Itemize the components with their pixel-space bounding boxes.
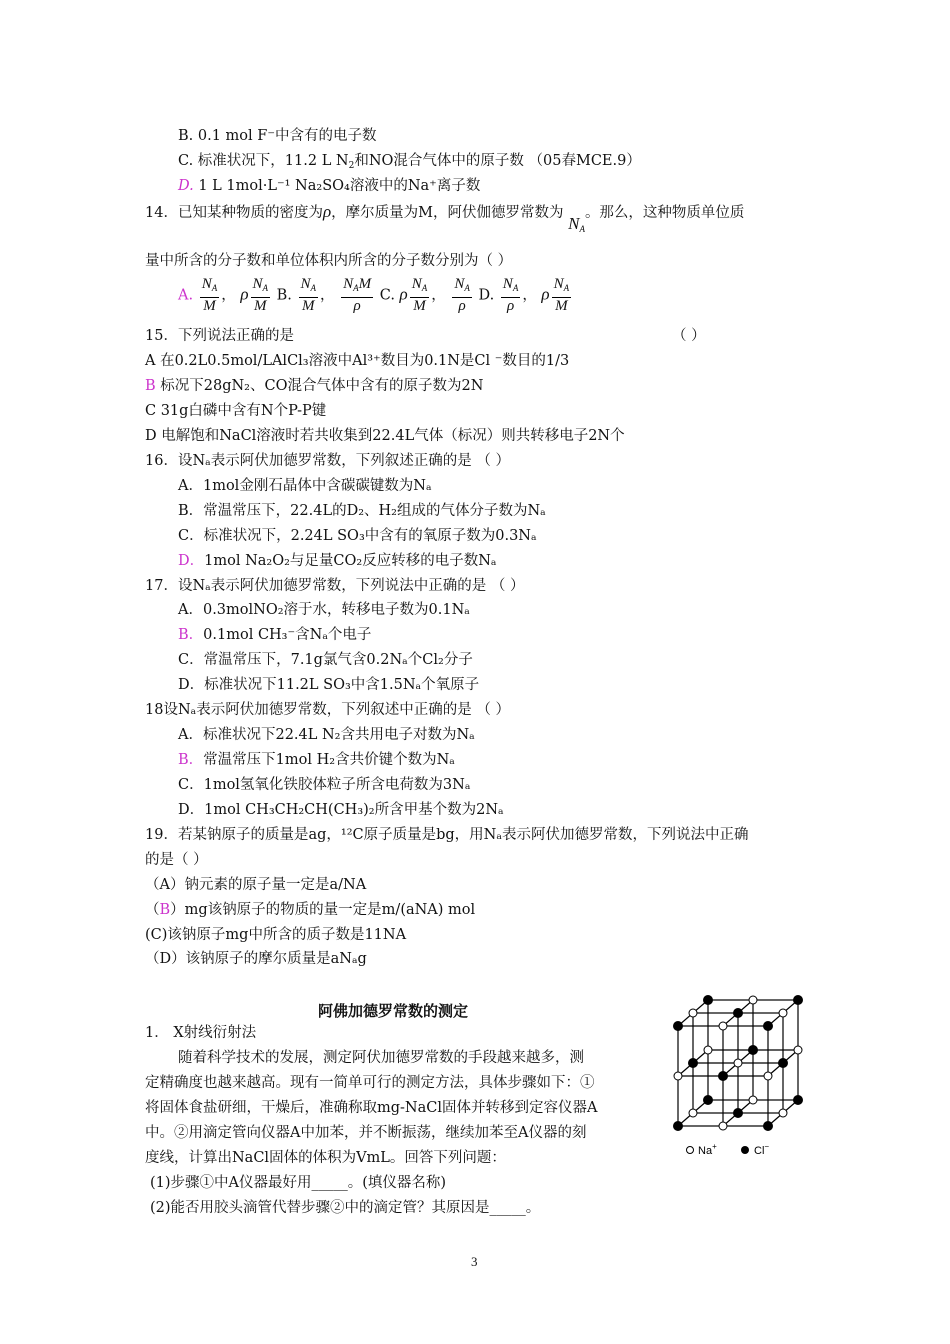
q13-answer-marker: D. [178,178,194,194]
q15-option-b: B 标况下28gN₂、CO混合气体中含有的原子数为2N [145,378,484,394]
q15-option-c: C 31g白磷中含有N个P-P键 [145,403,327,419]
section-paragraph-line4: 中。②用滴定管向仪器A中加苯，并不断振荡，继续加苯至A仪器的刻 [145,1125,587,1141]
q18-option-d: D．1mol CH₃CH₂CH(CH₃)₂所含甲基个数为2Nₐ [178,802,504,818]
q17-option-d: D．标准状况下11.2L SO₃中含1.5Nₐ个氧原子 [178,677,480,693]
q18-stem: 18设Nₐ表示阿伏加德罗常数，下列叙述中正确的是 （ ） [145,702,510,718]
q13-option-d: D. 1 L 1mol·L⁻¹ Na₂SO₄溶液中的Na⁺离子数 [178,178,481,194]
q19-option-d: （D）该钠原子的摩尔质量是aNₐg [145,951,367,967]
q17-option-c: C．常温常压下，7.1g氯气含0.2Nₐ个Cl₂分子 [178,652,473,668]
q16-answer-marker: D． [178,553,205,569]
q19-option-a: （A）钠元素的原子量一定是a/NA [145,877,367,893]
q14-b-frac1: $\frac{N_A}{M}$ [300,276,317,314]
q15-answer-paren: （ ） [672,328,706,344]
section-question-2: (2)能否用胶头滴管代替步骤②中的滴定管？其原因是_____。 [150,1200,541,1216]
nacl-crystal-lattice-figure [668,990,818,1165]
section-title: 阿佛加德罗常数的测定 [318,1002,469,1020]
legend-na-symbol [687,1147,694,1154]
section-paragraph-line1: 随着科学技术的发展，测定阿伏加德罗常数的手段越来越多，测 [178,1050,584,1066]
q17-answer-marker: B． [178,627,204,643]
q19-option-b: （B）mg该钠原子的物质的量一定是m/(aNA) mol [145,902,476,918]
section-item-1: 1． X射线衍射法 [145,1025,257,1041]
q14-option-c-label: C. [379,287,395,304]
q19-stem-line1: 19．若某钠原子的质量是ag，¹²C原子质量是bg，用Nₐ表示阿伏加德罗常数，下列说法中正确 [145,827,749,843]
q18-option-a: A．标准状况下22.4L N₂含共用电子对数为Nₐ [178,727,475,743]
q14-b-frac2: $\frac{N_AM}{\rho}$ [343,276,372,314]
q14-stem-line2: 量中所含的分子数和单位体积内所含的分子数分别为（ ） [145,253,513,269]
legend-cl-symbol [741,1146,749,1154]
q14-stem-line1: 14．已知某种物质的密度为ρ，摩尔质量为M，阿伏伽德罗常数为 $N_A$。那么，这种物质单位质 [145,202,745,234]
q14-option-a-label: A. [178,287,194,304]
q15-answer-marker: B [145,378,156,394]
q15-option-d: D 电解饱和NaCl溶液时若共收集到22.4L气体（标况）则共转移电子2N个 [145,428,625,444]
q13-option-c: C. 标准状况下，11.2 L $N_2$和NO混合气体中的原子数 （05春MCE.9） [178,153,641,171]
page-number: 3 [471,1254,478,1269]
q17-option-b: B．0.1mol CH₃⁻含Nₐ个电子 [178,627,372,643]
q16-option-b: B．常温常压下，22.4L的D₂、H₂组成的气体分子数为Nₐ [178,503,546,519]
q19-answer-marker: B [159,902,171,918]
q19-stem-line2: 的是（ ） [145,852,208,868]
q13-option-b: B. 0.1 mol F⁻中含有的电子数 [178,128,377,144]
q17-option-a: A．0.3molNO₂溶于水，转移电子数为0.1Nₐ [178,602,470,618]
q15-option-a: A 在0.2L0.5mol/LAlCl₃溶液中Al³⁺数目为0.1N是Cl ⁻数目的1/3 [145,353,570,369]
q17-stem: 17．设Nₐ表示阿伏加德罗常数，下列说法中正确的是 （ ） [145,578,525,594]
section-paragraph-line3: 将固体食盐研细，干燥后，准确称取mg-NaCl固体并转移到定容仪器A [145,1100,598,1116]
legend-na-label: Na+ [698,1142,717,1157]
q14-d-frac2: $\frac{N_A}{M}$ [553,276,570,314]
q14-options: A. $\frac{N_A}{M}$ ， ρ $\frac{N_A}{M}$ B. $\frac{N_A}{M}$ ， $\frac{N_AM}{\rho}$ C. ρ $\frac{N_A}{M}$ ， $\frac{N_A}{\rho}$ D. $\frac{N_A}{\rho}$ ， ρ $\frac{N_A}{M}$ [178,276,570,314]
q14-d-frac1: $\frac{N_A}{\rho}$ [502,276,519,314]
section-paragraph-line2: 定精确度也越来越高。现有一简单可行的测定方法，具体步骤如下：① [145,1075,595,1091]
q19-option-c: (C)该钠原子mg中所含的质子数是11NA [145,927,407,943]
q18-answer-marker: B． [178,752,204,768]
q15-stem: 15．下列说法正确的是 [145,328,294,344]
q16-option-c: C．标准状况下，2.24L SO₃中含有的氧原子数为0.3Nₐ [178,528,537,544]
section-paragraph-line5: 度线，计算出NaCl固体的体积为VmL。回答下列问题： [145,1150,506,1166]
q14-c-frac1: $\frac{N_A}{M}$ [411,276,428,314]
q14-a-frac1: $\frac{N_A}{M}$ [201,276,218,314]
q16-stem: 16．设Nₐ表示阿伏加德罗常数，下列叙述正确的是 （ ） [145,453,510,469]
legend-cl-label: Cl− [754,1142,770,1157]
q18-option-b: B．常温常压下1mol H₂含共价键个数为Nₐ [178,752,455,768]
q16-option-a: A．1mol金刚石晶体中含碳碳键数为Nₐ [178,478,432,494]
q16-option-d: D．1mol Na₂O₂与足量CO₂反应转移的电子数Nₐ [178,553,497,569]
q14-option-d-label: D. [478,287,495,304]
q14-option-b-label: B. [276,287,292,304]
lattice-ions [674,996,803,1131]
section-question-1: (1)步骤①中A仪器最好用_____。(填仪器名称) [150,1175,447,1191]
q14-c-frac2: $\frac{N_A}{\rho}$ [454,276,470,314]
q14-a-frac2: $\frac{N_A}{M}$ [252,276,269,314]
q18-option-c: C．1mol氢氧化铁胶体粒子所含电荷数为3Nₐ [178,777,471,793]
